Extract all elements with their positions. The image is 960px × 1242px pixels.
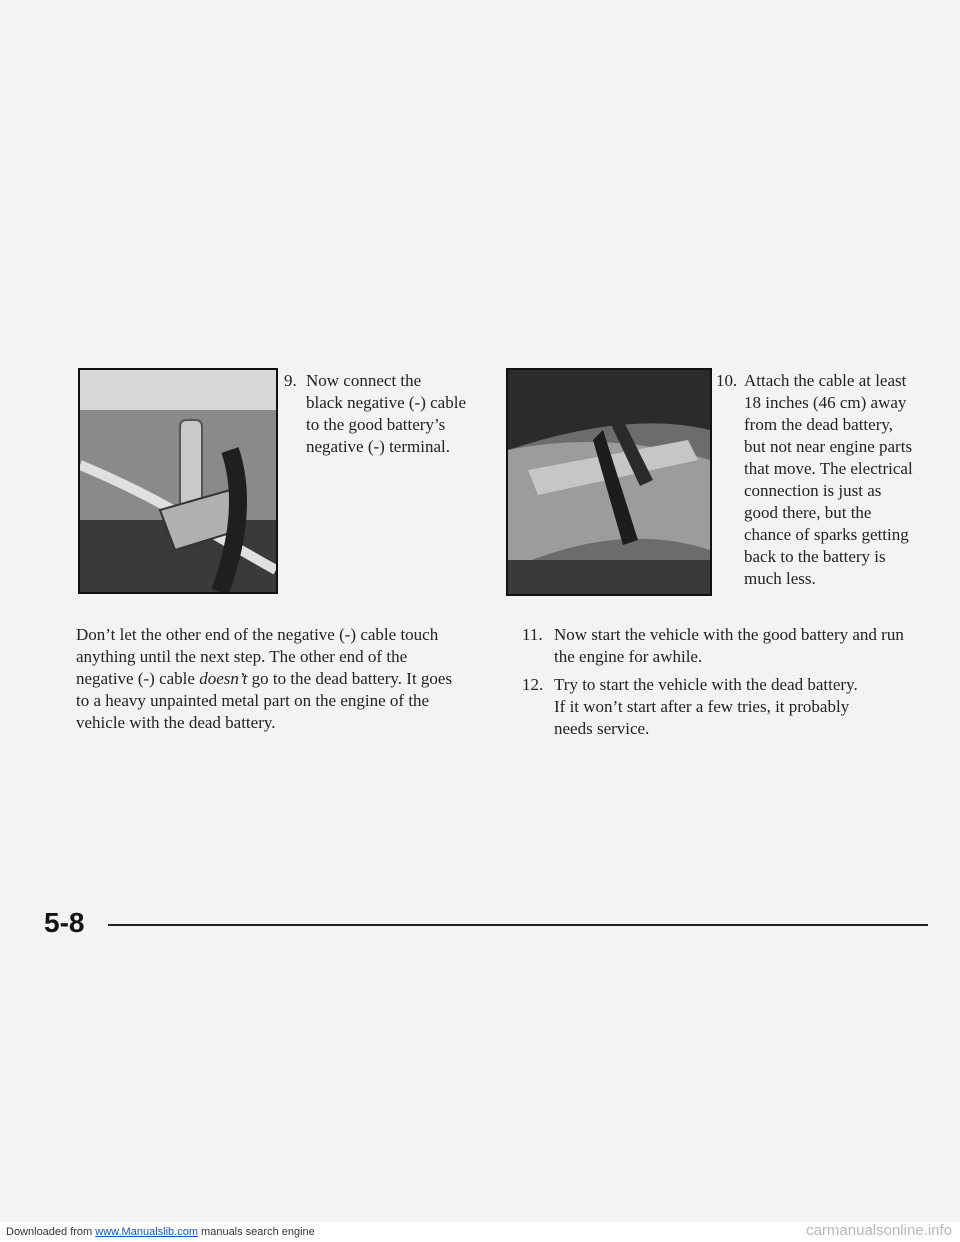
- engine-clamp-illustration-icon: [508, 370, 710, 594]
- paragraph-line: vehicle with the dead battery.: [76, 713, 276, 732]
- step-text-line: If it won’t start after a few tries, it probably: [554, 697, 850, 716]
- step-text-line: Attach the cable at least: [744, 371, 907, 390]
- warning-paragraph: [76, 624, 496, 734]
- paragraph-text: go to the dead battery. It goes: [247, 669, 453, 688]
- step-text-line: chance of sparks getting: [744, 525, 909, 544]
- step-text-line: connection is just as: [744, 481, 882, 500]
- step-10: [716, 370, 946, 590]
- step-number: 9.: [284, 371, 297, 390]
- step-text-line: negative (-) terminal.: [306, 437, 450, 456]
- clamp-illustration-icon: [80, 370, 276, 592]
- paragraph-line: anything until the next step. The other end of the: [76, 647, 408, 666]
- step-number: 12.: [522, 675, 544, 694]
- step-number: 11.: [522, 625, 543, 644]
- footer-divider: [108, 924, 928, 926]
- paragraph-emphasis: doesn’t: [199, 669, 248, 688]
- step-11: [522, 624, 942, 668]
- step-text-line: Now connect the: [306, 371, 422, 390]
- step-text-line: the engine for awhile.: [554, 647, 703, 666]
- step-9: [284, 370, 494, 458]
- photo-attach-cable-engine: [506, 368, 712, 596]
- step-text-line: 18 inches (46 cm) away: [744, 393, 907, 412]
- page-number: 5-8: [44, 907, 85, 938]
- download-prefix: Downloaded from: [6, 1226, 93, 1238]
- step-text-line: but not near engine parts: [744, 437, 913, 456]
- download-suffix: manuals search engine: [201, 1226, 315, 1238]
- step-text-line: back to the battery is: [744, 547, 886, 566]
- step-number: 10.: [716, 371, 738, 390]
- paragraph-line: Don’t let the other end of the negative (-) cable touch: [76, 625, 439, 644]
- step-text-line: good there, but the: [744, 503, 872, 522]
- step-text-line: much less.: [744, 569, 816, 588]
- download-notice: [6, 1226, 315, 1238]
- photo-connect-negative-cable: [78, 368, 278, 594]
- paragraph-line: [76, 668, 496, 690]
- footer-watermark: carmanualsonline.info: [806, 1222, 952, 1239]
- step-text-line: Try to start the vehicle with the dead battery.: [554, 675, 858, 694]
- step-text-line: Now start the vehicle with the good battery and run: [554, 625, 904, 644]
- step-text-line: black negative (-) cable: [306, 393, 466, 412]
- step-12: [522, 674, 942, 740]
- step-text-line: to the good battery’s: [306, 415, 446, 434]
- step-text-line: that move. The electrical: [744, 459, 913, 478]
- paragraph-text: negative (-) cable: [76, 669, 200, 688]
- paragraph-line: to a heavy unpainted metal part on the engine of the: [76, 691, 430, 710]
- manualslib-link[interactable]: www.Manualslib.com: [95, 1226, 198, 1238]
- header-bar: [0, 0, 960, 14]
- step-text-line: needs service.: [554, 719, 650, 738]
- step-text-line: from the dead battery,: [744, 415, 893, 434]
